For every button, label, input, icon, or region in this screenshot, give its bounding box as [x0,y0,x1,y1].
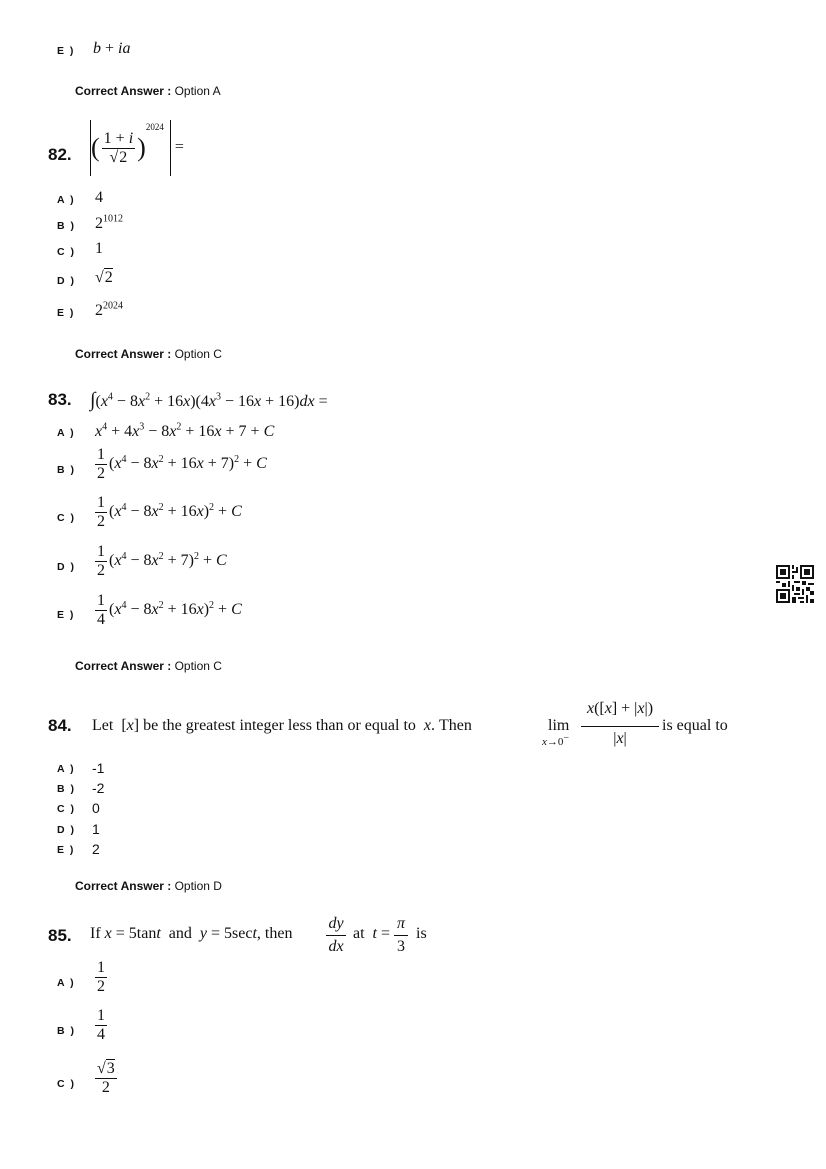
q81-option-e-value: b + ia [93,40,131,57]
q83-option-a-value: $x^4 + 4x^3 - 8x^2 + 16x + 7 + C$ [95,421,275,440]
q82-option-c-label: C ) [57,246,76,258]
q84-number: 84. [48,716,72,735]
q84-question: Let [x] be the greatest integer less than or equal to x. Then lim x→0− x([x] + |x|) |x| is equal to [92,700,728,748]
q85-option-b-label: B ) [57,1025,76,1037]
q84-option-b-label: B ) [57,783,76,795]
q82-option-e-label: E ) [57,307,75,319]
q85-option-b-value: $\frac{1}{4}$ [97,1007,105,1043]
q84-option-b-value: -2 [92,780,105,796]
q83-correct-answer: Correct Answer : Option C [75,659,222,673]
q82-number: 82. [48,145,72,164]
q83-option-c-value: $\frac{1}{2}$ $(x^4 - 8x^2 + 16x)^2 + C$ [97,494,242,530]
q82-option-b-value: $2^{1012}$ [95,213,123,232]
q82-option-a-value: 4 [95,189,103,206]
q84-option-d-label: D ) [57,824,76,836]
q82-correct-answer: Correct Answer : Option C [75,347,222,361]
q83-option-b-label: B ) [57,464,76,476]
q81-correct-answer: Correct Answer : Option A [75,84,221,98]
q84-option-d-value: 1 [92,821,100,837]
q82-option-c-value: 1 [95,240,103,257]
q84-option-c-label: C ) [57,803,76,815]
q85-option-c-label: C ) [57,1078,76,1090]
q85-option-c-value: $\frac{√3}{2}$ [97,1060,115,1096]
q83-number: 83. [48,390,72,409]
q85-option-a-label: A ) [57,977,76,989]
q82-question: ( $\frac{1 + i}{√2}$ )$^{2024}$ = [90,120,184,176]
q85-option-a-value: $\frac{1}{2}$ [97,959,105,995]
q83-question: $\int(x^4 - 8x^2 + 16x)(4x^3 - 16x + 16)dx$ = [90,389,328,411]
q83-option-d-label: D ) [57,561,76,573]
q84-correct-answer: Correct Answer : Option D [75,879,222,893]
q83-option-e-label: E ) [57,609,75,621]
q83-option-e-value: $\frac{1}{4}$ $(x^4 - 8x^2 + 16x)^2 + C$ [97,592,242,628]
q82-option-d-value: √2 [95,269,113,286]
q83-option-d-value: $\frac{1}{2}$ $(x^4 - 8x^2 + 7)^2 + C$ [97,543,227,579]
q85-question: If x = 5tant and y = 5sect, then dy dx at t = π 3 is [90,915,427,955]
q83-option-c-label: C ) [57,512,76,524]
q84-option-a-value: -1 [92,760,105,776]
q82-option-a-label: A ) [57,194,76,206]
q84-option-e-label: E ) [57,844,75,856]
q82-option-b-label: B ) [57,220,76,232]
q82-option-e-value: $2^{2024}$ [95,300,123,319]
q84-option-c-value: 0 [92,800,100,816]
q81-option-e-label: E ) [57,45,75,57]
q84-option-a-label: A ) [57,763,76,775]
q83-option-b-value: $\frac{1}{2}$ $(x^4 - 8x^2 + 16x + 7)^2 + C$ [97,446,267,482]
q85-number: 85. [48,926,72,945]
q82-option-d-label: D ) [57,275,76,287]
qr-code-icon [776,565,814,603]
q84-option-e-value: 2 [92,841,100,857]
q83-option-a-label: A ) [57,427,76,439]
